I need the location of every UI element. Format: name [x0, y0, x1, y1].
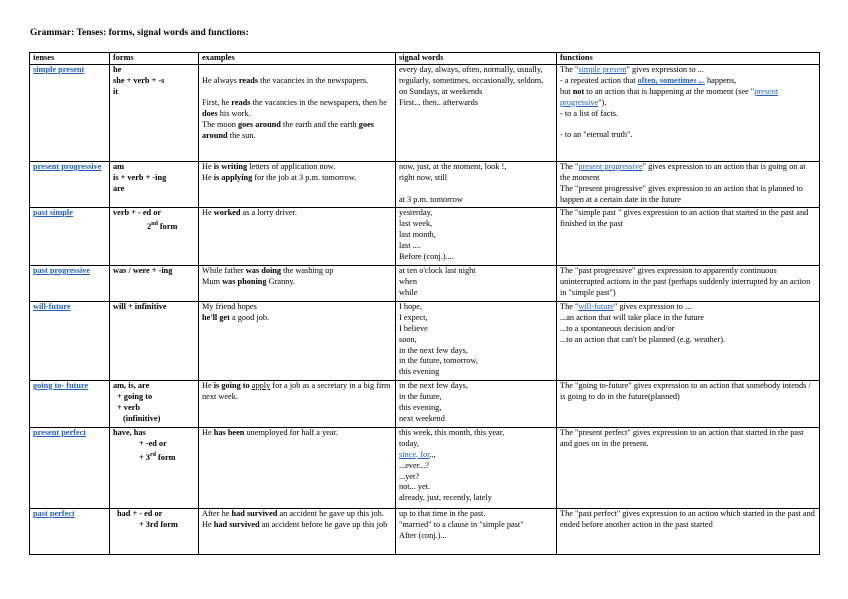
form-line: am, is, are — [113, 380, 150, 390]
link-will-future[interactable]: will-future — [578, 301, 614, 311]
example-text: He is applying for the job at 3 p.m. tomorrow. — [202, 172, 357, 182]
tense-link-past-simple[interactable]: past simple — [33, 207, 73, 217]
header-functions: functions — [557, 53, 820, 65]
example-text: While father was doing the washing up — [202, 265, 334, 275]
function-text: ...to an action that can't be planned (e.g. weather). — [560, 334, 726, 344]
signal-words: in the next few days, — [399, 345, 468, 355]
tenses-table — [29, 52, 820, 555]
form-line: have, has — [113, 427, 146, 437]
signal-words: while — [399, 287, 418, 297]
function-text: but not to an action that is happening at the moment (see "present progressive"). — [560, 86, 779, 107]
signal-words: last month, — [399, 229, 436, 239]
example-text: He always reads the vacancies in the newspapers. — [202, 75, 369, 85]
signal-words: this week, this month, this year, — [399, 427, 505, 437]
function-text: The "going to-future" gives expression to an action that somebody intends / is going to do in the future(planned) — [560, 380, 811, 401]
function-text: The "past perfect" gives expression to an action which started in the past and ended before another action in the past started — [560, 508, 815, 529]
function-text: - a repeated action that often, sometimes ,.. happens, — [560, 75, 737, 85]
signal-words: every day, always, often, normally, usually, regularly, sometimes, occasionally, seldom, on Sundays, at weekends — [399, 64, 544, 96]
example-text: The moon goes around the earth and the earth goes around the sun. — [202, 119, 375, 140]
tense-link-will-future[interactable]: will-future — [33, 301, 71, 311]
example-text: He is writing letters of application now. — [202, 161, 336, 171]
table-row — [30, 64, 820, 161]
example-text: My friend hopes — [202, 301, 257, 311]
signal-words: already, just, recently, lately — [399, 493, 492, 503]
example-text: He worked as a lorry driver. — [202, 207, 297, 217]
signal-words: up to that time in the past. — [399, 508, 486, 518]
signal-words: since, for.., — [399, 449, 436, 459]
table-row — [30, 161, 820, 207]
signal-words: yesterday, — [399, 207, 433, 217]
header-forms: forms — [110, 53, 199, 65]
table-header-row — [30, 53, 820, 65]
signal-words: soon, — [399, 334, 417, 344]
tense-link-going-to-future[interactable]: going to- future — [33, 380, 89, 390]
signal-words: last week, — [399, 218, 433, 228]
example-text: He has been unemployed for half a year. — [202, 427, 338, 437]
form-line: he — [113, 64, 122, 74]
form-line: are — [113, 183, 125, 193]
signal-words: at ten o'clock last night — [399, 265, 476, 275]
signal-words: in the future, — [399, 391, 442, 401]
link-often-sometimes[interactable]: often, sometimes ,.. — [637, 75, 705, 85]
form-line: (infinitive) — [123, 413, 161, 423]
form-line: + 3rd form — [139, 519, 178, 529]
header-examples: examples — [199, 53, 396, 65]
signal-words: today, — [399, 438, 419, 448]
signal-words: right now, still — [399, 172, 448, 182]
form-line: is + verb + -ing — [113, 172, 167, 182]
table-row — [30, 427, 820, 508]
signal-words: now, just, at the moment, look !, — [399, 161, 507, 171]
tense-link-past-progressive[interactable]: past progressive — [33, 265, 91, 275]
signal-words: ...ever...? — [399, 460, 429, 470]
example-text: First, he reads the vacancies in the newspapers, then he does his work. — [202, 97, 387, 118]
signal-words: last .... — [399, 240, 421, 250]
form-line: am — [113, 161, 125, 171]
page-title: Grammar: Tenses: forms, signal words and functions: — [30, 28, 249, 38]
function-text: The "present progressive" gives expression to an action that is going on at the moment — [560, 161, 806, 182]
header-signal-words: signal words — [396, 53, 557, 65]
form-line: it — [113, 86, 119, 96]
signal-words: in the future, tomorrow, — [399, 356, 478, 366]
function-text: The "present perfect" gives expression to an action that started in the past and goes on in the present. — [560, 427, 804, 448]
function-text: The "simple present" gives expression to ... — [560, 64, 704, 74]
function-text: - to a list of facts. — [560, 108, 619, 118]
signal-words: ...yet? — [399, 471, 420, 481]
signal-words: After (conj.)... — [399, 530, 447, 540]
header-tenses: tenses — [30, 53, 110, 65]
link-present-progressive[interactable]: present progressive — [578, 161, 643, 171]
link-since-for[interactable]: since, for — [399, 449, 430, 459]
tense-link-present-progressive[interactable]: present progressive — [33, 161, 102, 171]
example-text: he'll get a good job. — [202, 312, 270, 322]
signal-words: I believe — [399, 323, 428, 333]
signal-words: this evening, — [399, 402, 442, 412]
form-line: + going to — [117, 391, 153, 401]
form-line: + -ed or — [139, 438, 167, 448]
form-line: was / were + -ing — [113, 265, 173, 275]
function-text: The "present progressive" gives expression to an action that is planned to happen at a certain date in the future — [560, 183, 803, 204]
form-line: 2nd form — [147, 220, 178, 231]
tense-link-simple-present[interactable]: simple present — [33, 64, 85, 74]
example-text: Mum was phoning Granny. — [202, 276, 296, 286]
signal-words: "married" to a clause in "simple past" — [399, 519, 524, 529]
example-text: After he had survived an accident he gave up this job. — [202, 508, 384, 518]
signal-words: First... then.. afterwards — [399, 97, 479, 107]
link-simple-present[interactable]: simple present — [578, 64, 627, 74]
signal-words: I hope, — [399, 301, 423, 311]
signal-words: I expect, — [399, 312, 428, 322]
table-row — [30, 380, 820, 427]
form-line: she + verb + -s — [113, 75, 165, 85]
signal-words: next weekend — [399, 413, 445, 423]
function-text: ...an action that will take place in the future — [560, 312, 704, 322]
form-line: had + - ed or — [117, 508, 163, 518]
signal-words: Before (conj.).... — [399, 251, 454, 261]
form-line: verb + - ed or — [113, 207, 162, 217]
example-text: He had survived an accident before he gave up this job — [202, 519, 388, 529]
signal-words: in the next few days, — [399, 380, 468, 390]
signal-words: this evening — [399, 367, 440, 377]
example-text: He is going to apply for a job as a secretary in a big firm next week. — [202, 380, 391, 401]
table-row — [30, 265, 820, 301]
tense-link-past-perfect[interactable]: past perfect — [33, 508, 75, 518]
function-text: ...to a spontaneous decision and/or — [560, 323, 675, 333]
function-text: The "will-future" gives expression to ... — [560, 301, 692, 311]
form-line: + verb — [117, 402, 140, 412]
signal-words: at 3 p.m. tomorrow — [399, 194, 463, 204]
signal-words: not... yet. — [399, 482, 431, 492]
signal-words: when — [399, 276, 417, 286]
function-text: The "simple past " gives expression to an action that started in the past and finished in the past — [560, 207, 809, 228]
table-row — [30, 207, 820, 265]
link-present-progressive[interactable]: present progressive — [560, 86, 779, 107]
function-text: - to an "eternal truth". — [560, 130, 633, 140]
table-row — [30, 301, 820, 380]
table-row — [30, 508, 820, 554]
form-line: + 3rd form — [139, 451, 176, 462]
tense-link-present-perfect[interactable]: present perfect — [33, 427, 87, 437]
function-text: The "past progressive" gives expression to apparently continuous uninterrupted actions in the past (perhaps suddenly interrupted by an action in "simple past") — [560, 265, 811, 297]
form-line: will + infinitive — [113, 301, 167, 311]
